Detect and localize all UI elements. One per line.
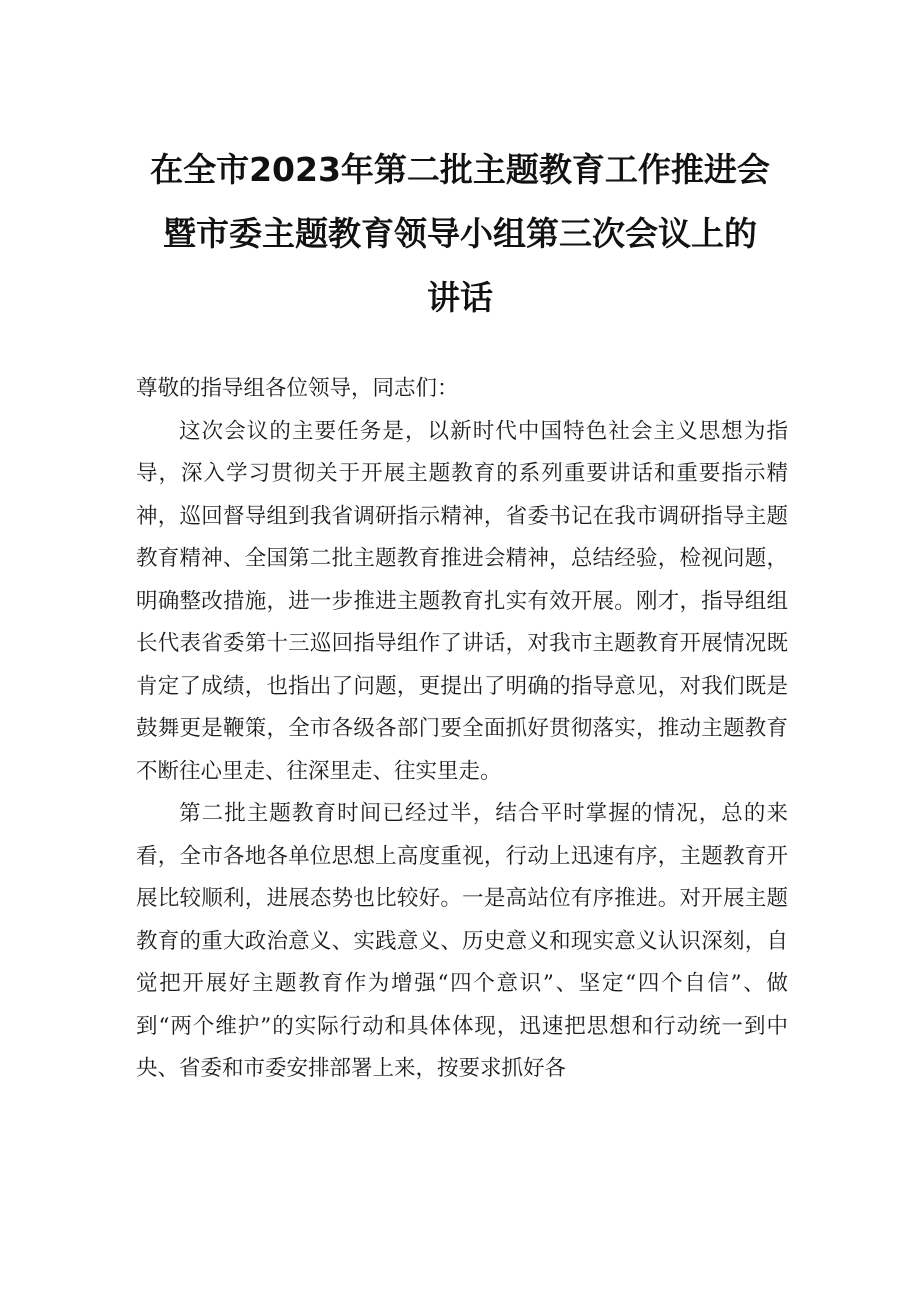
title-line-2: 暨市委主题教育领导小组第三次会议上的 [163,214,757,253]
title-line-3: 讲话 [427,278,493,317]
document-body [136,368,788,1091]
salutation: 尊敬的指导组各位领导，同志们： [136,376,459,401]
document-title [0,138,920,330]
paragraph-2: 第二批主题教育时间已经过半，结合平时掌握的情况，总的来看，全市各地各单位思想上高度重视，行动上迅速有序，主题教育开展比较顺利，进展态势也比较好。一是高站位有序推进。对开展主题教育的重大政治意义、实践意义、历史意义和现实意义认识深刻，自觉把开展好主题教育作为增强“四个意识”、坚定“四个自信”、做到“两个维护”的实际行动和具体体现，迅速把思想和行动统一到中央、省委和市委安排部署上来，按要求抓好各 [136,801,788,1081]
title-line-1: 在全市2023年第二批主题教育工作推进会 [150,150,770,189]
paragraph-1: 这次会议的主要任务是，以新时代中国特色社会主义思想为指导，深入学习贯彻关于开展主题教育的系列重要讲话和重要指示精神，巡回督导组到我省调研指示精神，省委书记在我市调研指导主题教育精神、全国第二批主题教育推进会精神，总结经验，检视问题，明确整改措施，进一步推进主题教育扎实有效开展。刚才，指导组组长代表省委第十三巡回指导组作了讲话，对我市主题教育开展情况既肯定了成绩，也指出了问题，更提出了明确的指导意见，对我们既是鼓舞更是鞭策，全市各级各部门要全面抓好贯彻落实，推动主题教育不断往心里走、往深里走、往实里走。 [136,418,788,784]
